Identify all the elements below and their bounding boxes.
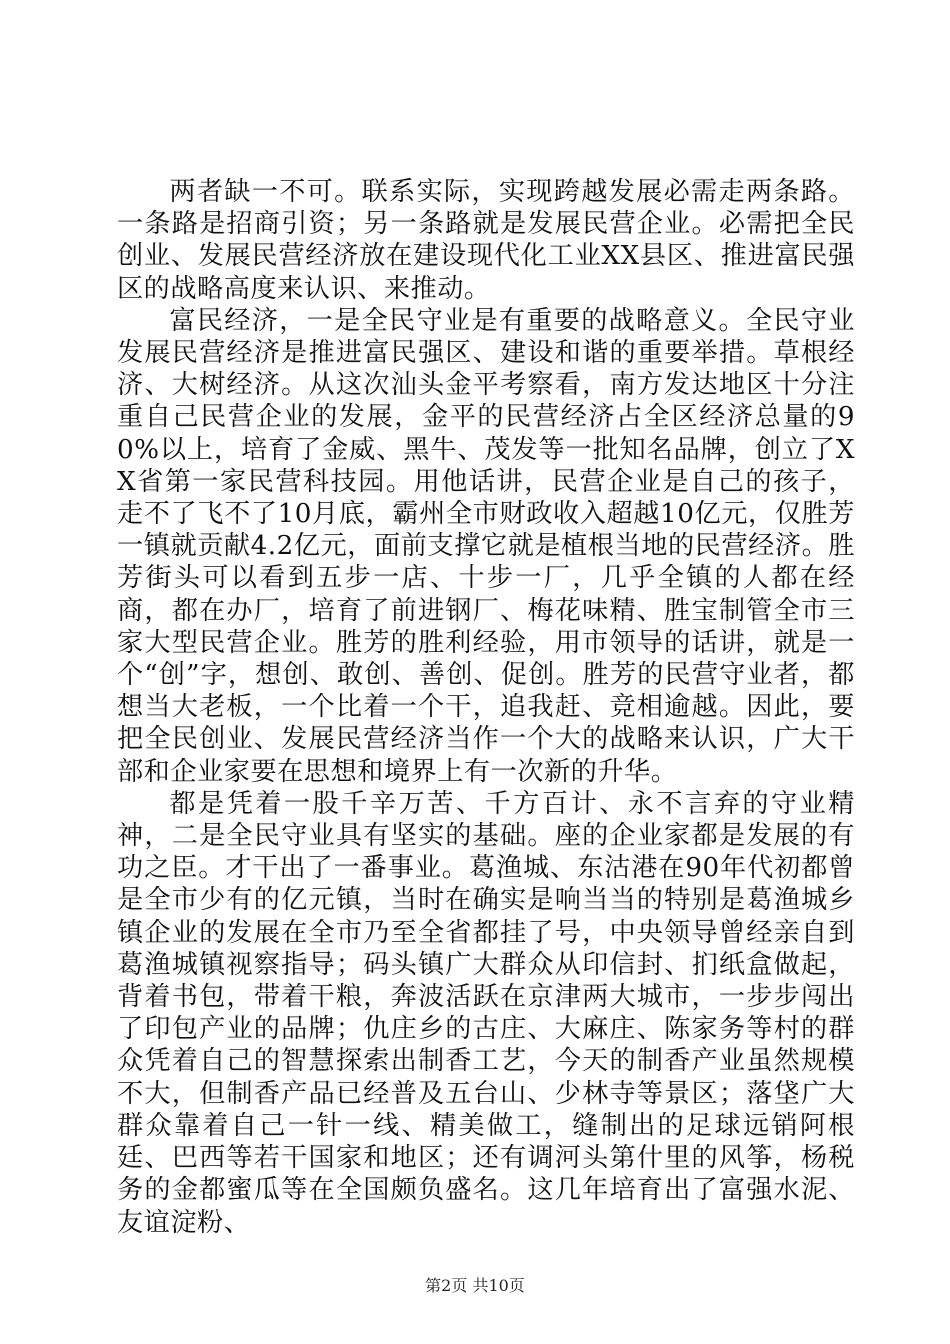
paragraph: 都是凭着一股千辛万苦、千方百计、永不言弃的守业精神，二是全民守业具有坚实的基础。座的企业家都是发展的有功之臣。才干出了一番事业。葛渔城、东沽港在90年代初都曾是全市少有的亿元镇，当时在确实是响当当的特别是葛渔城乡镇企业的发展在全市乃至全省都挂了号，中央领导曾经亲自到葛渔城镇视察指导；码头镇广大群众从印信封、扪纸盒做起，背着书包，带着干粮，奔波活跃在京津两大城市，一步步闯出了印包产业的品牌；仇庄乡的古庄、大麻庄、陈家务等村的群众凭着自己的智慧探索出制香工艺，今天的制香产业虽然规模不大，但制香产品已经普及五台山、少林寺等景区；落垡广大群众靠着自己一针一线、精美做工，缝制出的足球远销阿根廷、巴西等若干国家和地区；还有调河头第什里的风筝，杨税务的金都蜜瓜等在全国颇负盛名。这几年培育出了富强水泥、友谊淀粉、: [117, 788, 855, 1238]
paragraph: 两者缺一不可。联系实际，实现跨越发展必需走两条路。一条路是招商引资；另一条路就是发展民营企业。必需把全民创业、发展民营经济放在建设现代化工业XX县区、推进富民强区的战略高度来认识、来推动。: [117, 177, 855, 304]
document-body: [117, 176, 855, 1239]
paragraph: 富民经济，一是全民守业是有重要的战略意义。全民守业发展民营经济是推进富民强区、建设和谐的重要举措。草根经济、大树经济。从这次汕头金平考察看，南方发达地区十分注重自己民营企业的发展，金平的民营经济占全区经济总量的90%以上，培育了金威、黑牛、茂发等一批知名品牌，创立了XX省第一家民营科技园。用他话讲，民营企业是自己的孩子，走不了飞不了10月底，霸州全市财政收入超越10亿元，仅胜芳一镇就贡献4.2亿元，面前支撑它就是植根当地的民营经济。胜芳街头可以看到五步一店、十步一厂，几乎全镇的人都在经商，都在办厂，培育了前进钢厂、梅花味精、胜宝制管全市三家大型民营企业。胜芳的胜利经验，用市领导的话讲，就是一个“创”字，想创、敢创、善创、促创。胜芳的民营守业者，都想当大老板，一个比着一个干，追我赶、竞相逾越。因此，要把全民创业、发展民营经济当作一个大的战略来认识，广大干部和企业家要在思想和境界上有一次新的升华。: [117, 305, 855, 787]
page-number-footer: 第2页 共10页: [425, 1276, 525, 1295]
